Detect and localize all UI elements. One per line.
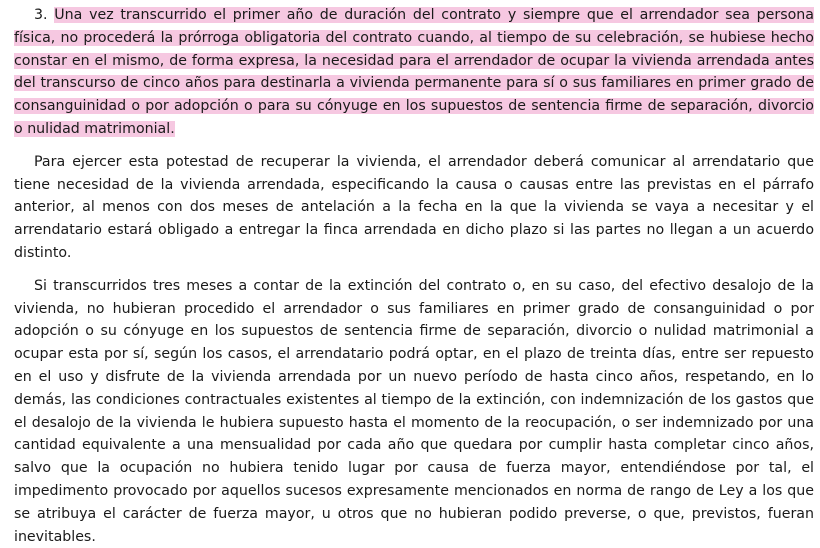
paragraph-3 [14, 4, 814, 141]
highlighted-text[interactable]: Una vez transcurrido el primer año de duración del contrato y siempre que el arrendador sea persona física, no procederá la prórroga obligatoria del contrato cuando, al tiempo de su celebración, se hubiese hecho constar en el mismo, de forma expresa, la necesidad para el arrendador de ocupar la vivienda arrendada antes del transcurso de cinco años para destinarla a vivienda permanente para sí o sus familiares en primer grado de consanguinidad o por adopción o para su cónyuge en los supuestos de sentencia firme de separación, divorcio o nulidad matrimonial. [14, 7, 814, 137]
paragraph-number: 3. [34, 7, 48, 23]
paragraph-recovery-notice: Para ejercer esta potestad de recuperar la vivienda, el arrendador deberá comunicar al arrendatario que tiene necesidad de la vivienda arrendada, especificando la causa o causas entre las previstas en el párrafo anterior, al menos con dos meses de antelación a la fecha en la que la vivienda se vaya a necesitar y el arrendatario estará obligado a entregar la finca arrendada en dicho plazo si las partes no llegan a un acuerdo distinto. [14, 153, 814, 261]
document-body [14, 4, 814, 548]
paragraph-tenant-option: Si transcurridos tres meses a contar de la extinción del contrato o, en su caso, del efectivo desalojo de la vivienda, no hubieran procedido el arrendador o sus familiares en primer grado de consanguinidad o por adopción o su cónyuge en los supuestos de sentencia firme de separación, divorcio o nulidad matrimonial a ocupar esta por sí, según los casos, el arrendatario podrá optar, en el plazo de treinta días, entre ser repuesto en el uso y disfrute de la vivienda arrendada por un nuevo período de hasta cinco años, respetando, en lo demás, las condiciones contractuales existentes al tiempo de la extinción, con indemnización de los gastos que el desalojo de la vivienda le hubiera supuesto hasta el momento de la reocupación, o ser indemnizado por una cantidad equivalente a una mensualidad por cada año que quedara por cumplir hasta completar cinco años, salvo que la ocupación no hubiera tenido lugar por causa de fuerza mayor, entendiéndose por tal, el impedimento provocado por aquellos sucesos expresamente mencionados en norma de rango de Ley a los que se atribuya el carácter de fuerza mayor, u otros que no hubieran podido preverse, o que, previstos, fueran inevitables. [14, 277, 814, 545]
